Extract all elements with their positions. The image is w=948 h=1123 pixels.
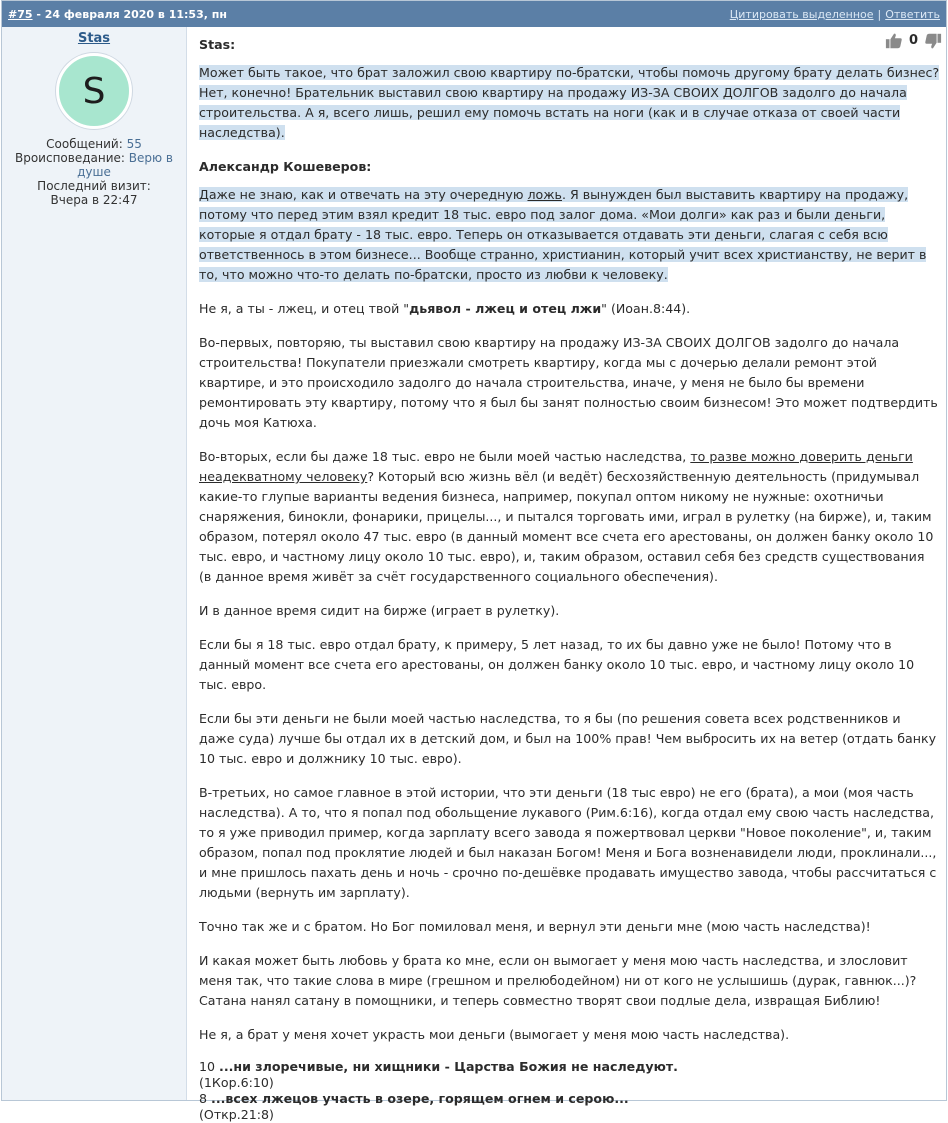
quote-author: Александр Кошеверов:: [199, 159, 372, 174]
bold-quote: дьявол - лжец и отец лжи: [409, 301, 602, 316]
verse-reference: (1Кор.6:10): [199, 1075, 274, 1090]
quote-author: Stas:: [199, 37, 236, 52]
underlined-word: ложь: [527, 187, 562, 202]
quote-selected-link[interactable]: Цитировать выделенное: [729, 7, 874, 21]
quote-block: [199, 185, 940, 285]
rating-widget: [885, 31, 942, 51]
verse-reference: (Откр.21:8): [199, 1107, 274, 1122]
paragraph: Не я, а ты - лжец, и отец твой "дьявол - лжец и отец лжи" (Иоан.8:44).: [199, 301, 691, 316]
paragraph: Точно так же и с братом. Но Бог помиловал меня, и вернул эти деньги мне (мою часть наследства)!: [199, 919, 871, 934]
last-visit-value: Вчера в 22:47: [50, 193, 138, 207]
avatar[interactable]: [56, 53, 132, 129]
thumbs-down-icon[interactable]: [924, 32, 942, 50]
thumbs-up-icon[interactable]: [885, 32, 903, 50]
verse-line: 8 ...всех лжецов участь в озере, горящем огнем и серою...: [199, 1091, 629, 1106]
religion-value: Верю в душе: [77, 151, 173, 179]
post-body: [2, 27, 946, 1122]
post-actions: [730, 8, 940, 21]
bible-verses: [199, 1059, 940, 1123]
paragraph: Во-первых, повторяю, ты выставил свою квартиру на продажу ИЗ-ЗА СВОИХ ДОЛГОВ задолго до начала строительства! Покупатели приезжали смотреть квартиру, когда мы с дочерью делали ремонт этой квартире, и это происходило задолго до начала строительства, иначе, у меня не было бы времени ремонтировать эту квартиру, потому что я был бы занят полностью своим бизнесом! Это может подтвердить дочь моя Катюха.: [199, 335, 938, 430]
user-info-panel: [2, 27, 187, 1100]
underlined-phrase: то разве можно доверить деньги неадекватному человеку: [199, 449, 913, 484]
paragraph: И в данное время сидит на бирже (играет в рулетку).: [199, 603, 560, 618]
actions-separator: |: [877, 7, 882, 21]
messages-count: Сообщений: 55: [46, 137, 142, 151]
paragraph: Во-вторых, если бы даже 18 тыс. евро не были моей частью наследства, то разве можно доверить деньги неадекватному человеку? Который всю жизнь вёл (и ведёт) бесхозяйственную деятельность (придумывал какие-то глупые варианты ведения бизнеса, например, покупал оптом никому не нужные: охотничьи снаряжения, бинокли, фонарики, прицелы..., и пытался торговать ими, играл в рулетку (на бирже), и, таким образом, потерял около 47 тыс. евро (в данный момент все счета его арестованы, он должен банку около 10 тыс. евро, и частному лицу около 10 тыс. евро), и, таким образом, оставил себя без средств существования (в данное время живёт за счёт государственного социального обеспечения).: [199, 449, 934, 584]
rating-value: 0: [908, 33, 918, 48]
paragraph: И какая может быть любовь у брата ко мне, если он вымогает у меня мою часть наследства, и злословит меня так, что такие слова в мире (грешном и прелюбодейном) ни от кого не услышишь (дурак, гавнюк...)? Сатана нанял сатану в помощники, и теперь совместно творят свои подлые дела, извращая Библию!: [199, 953, 917, 1008]
paragraph: Если бы я 18 тыс. евро отдал брату, к примеру, 5 лет назад, то их бы давно уже не было! Потому что в данный момент все счета его арестованы, он должен банку около 10 тыс. евро, и частному лицу около 10 тыс. евро.: [199, 637, 915, 692]
quote-text: Может быть такое, что брат заложил свою квартиру по-братски, чтобы помочь другому брату делать бизнес? Нет, конечно! Брательник выставил свою квартиру на продажу ИЗ-ЗА СВОИХ ДОЛГОВ задолго до начала строительства. А я, всего лишь, решил ему помочь встать на ноги (как и в случае отказа от своей части наследства).: [199, 65, 940, 140]
post-number-link[interactable]: #75: [8, 7, 33, 21]
username-link[interactable]: Stas: [77, 31, 111, 46]
messages-value[interactable]: 55: [126, 137, 142, 151]
paragraph: В-третьих, но самое главное в этой истории, что эти деньги (18 тыс евро) не его (брата), а мои (моя часть наследства). А то, что я попал под обольщение лукавого (Рим.6:16), когда отдал ему свою часть наследства, то я уже приводил пример, когда зарплату всего завода я пожертвовал церкви "Новое поколение", и, таким образом, попал под проклятие людей и был наказан Богом! Меня и Бога возненавидели люди, проклинали..., и мне пришлось пахать день и ночь - срочно по-дешёвке продавать имущество завода, чтобы рассчитаться с людьми (вернуть им зарплату).: [199, 785, 937, 900]
forum-post: [1, 0, 947, 1122]
paragraph: Если бы эти деньги не были моей частью наследства, то я бы (по решения совета всех родственников и даже суда) лучше бы отдал их в детский дом, и был на 100% прав! Чем выбросить их на ветер (отдать банку 10 тыс. евро и должнику 10 тыс. евро).: [199, 711, 937, 766]
post-meta: [8, 8, 730, 21]
avatar-letter: S: [82, 70, 106, 112]
post-date: - 24 февраля 2020 в 11:53, пн: [32, 7, 227, 21]
reply-link[interactable]: Ответить: [885, 7, 940, 21]
post-content: [187, 27, 946, 1122]
post-header: [2, 1, 946, 27]
verse-line: 10 ...ни злоречивые, ни хищники - Царства Божия не наследуют.: [199, 1059, 678, 1074]
quote-text: Даже не знаю, как и отвечать на эту очередную ложь. Я вынужден был выставить квартиру на продажу, потому что перед этим взял кредит 18 тыс. евро под залог дома. «Мои долги» как раз и были деньги, которые я отдал брату - 18 тыс. евро. Теперь он отказывается отдавать эти деньги, слагая с себя всю ответственнось в этом бизнесе... Вообще странно, христианин, который учит всех христианству, не верит в то, что можно что-то делать по-братски, просто из любви к человеку.: [199, 187, 927, 282]
religion: Вроисповедание: Верю в душе: [14, 151, 173, 179]
last-visit-label: Последний визит:: [37, 179, 151, 193]
quote-block: [199, 63, 940, 143]
paragraph: Не я, а брат у меня хочет украсть мои деньги (вымогает у меня мою часть наследства).: [199, 1027, 790, 1042]
